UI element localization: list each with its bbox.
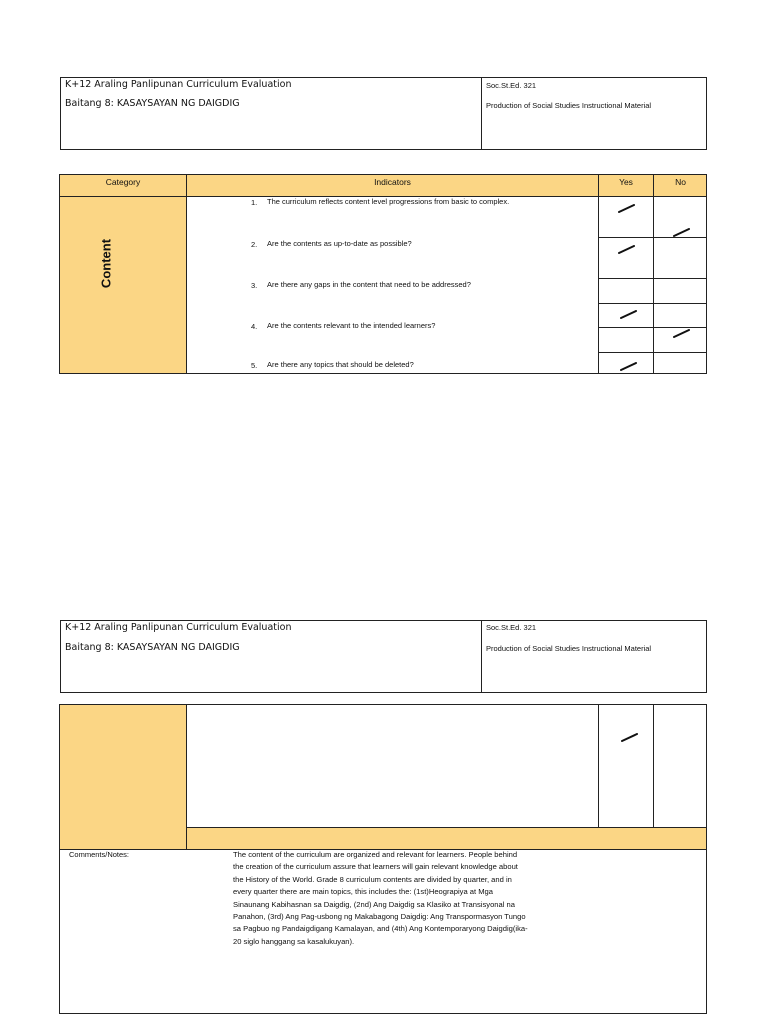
comment-line: Panahon, (3rd) Ang Pag-usbong ng Makabagong Daigdig: Ang Transpormasyon Tungo [233, 912, 526, 922]
comment-line: 20 siglo hanggang sa kasalukuyan). [233, 936, 355, 946]
comment-line: Sinaunang Kabihasnan sa Daigdig, (2nd) Ang Daigdig sa Klasiko at Transisyonal na [233, 899, 515, 909]
indicator-text: Are the contents relevant to the intended learners? [267, 321, 436, 330]
comment-line: the History of the World. Grade 8 curriculum contents are divided by quarter, and in [233, 874, 512, 884]
category-label: Content [98, 238, 114, 289]
check-mark-icon [673, 228, 690, 236]
header-title: K+12 Araling Panlipunan Curriculum Evaluation [65, 622, 292, 633]
check-mark-icon [620, 362, 637, 370]
header-grade: Baitang 8: KASAYSAYAN NG DAIGDIG [65, 98, 240, 109]
check-mark-icon [673, 329, 690, 337]
course-name: Production of Social Studies Instructional Material [486, 644, 652, 653]
check-mark-icon [620, 310, 637, 318]
column-header-indicators: Indicators [374, 177, 411, 187]
course-code: Soc.St.Ed. 321 [486, 623, 537, 632]
comments-text [233, 849, 605, 948]
check-mark-icon [618, 204, 635, 212]
indicator-text: Are the contents as up-to-date as possible? [267, 239, 412, 248]
course-code: Soc.St.Ed. 321 [486, 81, 537, 90]
empty-yellow-row [187, 828, 706, 849]
indicator-text: Are there any gaps in the content that need to be addressed? [267, 280, 471, 289]
indicator-text: Are there any topics that should be deleted? [267, 360, 414, 369]
comment-line: every quarter there are main topics, this includes the: (1st)Heograpiya at Mga [233, 887, 494, 897]
indicator-number: 4. [251, 322, 258, 331]
course-name: Production of Social Studies Instructional Material [486, 101, 652, 110]
comment-line: the creation of the curriculum assure that learners will gain relevant knowledge about [233, 862, 518, 872]
check-mark-icon [618, 245, 635, 253]
column-header-category: Category [105, 177, 141, 187]
column-header-no: No [675, 177, 686, 187]
indicator-number: 2. [251, 240, 258, 249]
indicator-number: 1. [251, 198, 258, 207]
category-cell [60, 705, 186, 849]
indicator-text: The curriculum reflects content level progressions from basic to complex. [267, 197, 510, 206]
check-mark-icon [621, 733, 638, 741]
header-title: K+12 Araling Panlipunan Curriculum Evaluation [65, 79, 292, 90]
indicator-number: 5. [251, 361, 258, 370]
column-header-yes: Yes [619, 177, 633, 187]
comments-label: Comments/Notes: [69, 850, 130, 859]
category-cell [60, 197, 186, 373]
comment-line: The content of the curriculum are organized and relevant for learners. People behind [233, 850, 518, 859]
header-grade: Baitang 8: KASAYSAYAN NG DAIGDIG [65, 642, 240, 653]
comment-line: sa Pagbuo ng Pandaigdigang Kamalayan, and (4th) Ang Kontemporaryong Daigdig(ika- [233, 924, 528, 934]
indicator-number: 3. [251, 281, 258, 290]
